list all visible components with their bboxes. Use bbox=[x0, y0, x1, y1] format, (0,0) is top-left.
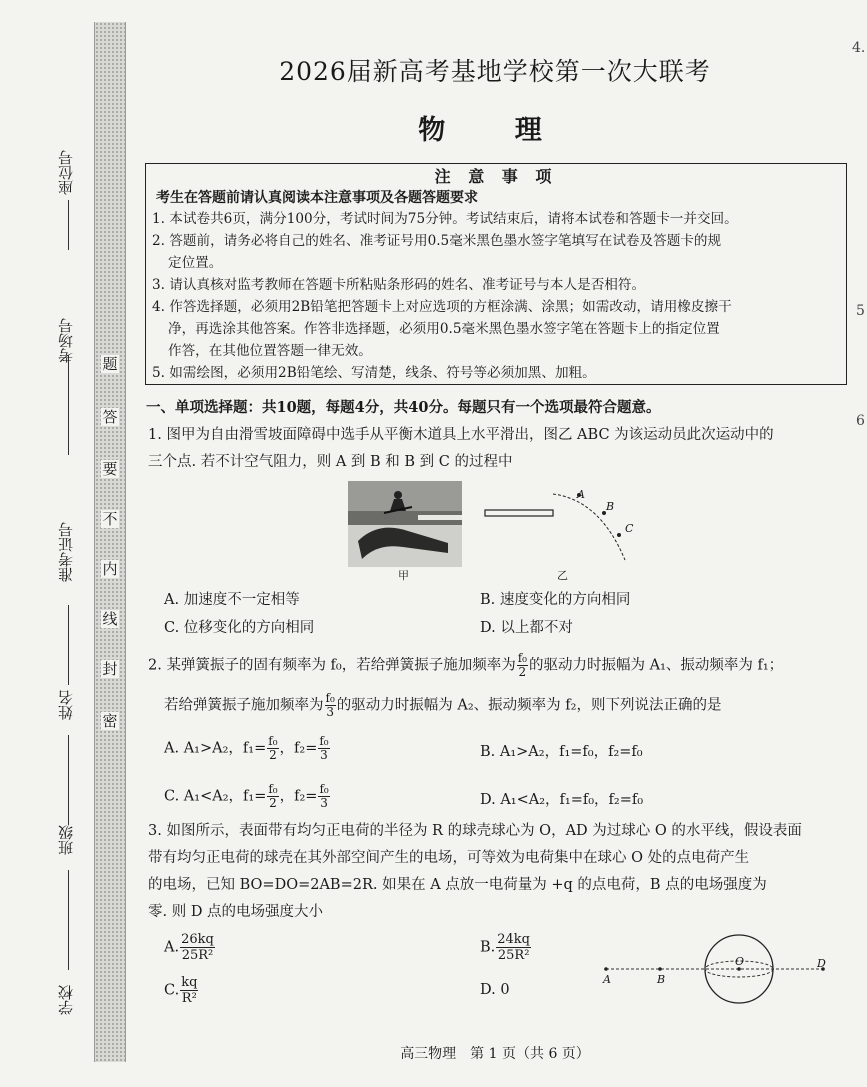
option-c: C. 位移变化的方向相同 bbox=[164, 620, 315, 636]
figure-caption-a: 甲 bbox=[398, 569, 409, 582]
fill-line bbox=[68, 870, 69, 970]
point-label: B bbox=[606, 500, 615, 513]
option-b: B. 速度变化的方向相同 bbox=[480, 592, 631, 608]
notice-item-cont: 净，再选涂其他答案。作答非选择题，必须用0.5毫米黑色墨水签字笔在答题卡上的指定位置 bbox=[168, 321, 720, 337]
notice-item: 4. 作答选择题，必须用2B铅笔把答题卡上对应选项的方框涂满、涂黑；如需改动，请用橡皮擦干 bbox=[152, 299, 732, 315]
notice-item-cont: 定位置。 bbox=[168, 255, 223, 271]
option-a: A. 加速度不一定相等 bbox=[164, 592, 300, 608]
label-exam-id: 准考证号 bbox=[57, 522, 75, 582]
sphere-figure bbox=[598, 928, 833, 1018]
seal-char: 线 bbox=[102, 610, 118, 628]
exam-title: 2026届新高考基地学校第一次大联考 bbox=[279, 57, 711, 86]
question-1-line: 1. 图甲为自由滑雪坡面障碍中选手从平衡木道具上水平滑出，图乙 ABC 为该运动员此次运动中的 bbox=[148, 427, 774, 443]
question-3-line: 3. 如图所示，表面带有均匀正电荷的半径为 R 的球壳球心为 O，AD 为过球心 O 的水平线，假设表面 bbox=[148, 823, 802, 839]
fill-line bbox=[68, 355, 69, 455]
notice-item: 2. 答题前，请务必将自己的姓名、准考证号用0.5毫米黑色墨水签字笔填写在试卷及答题卡的规 bbox=[152, 233, 722, 249]
label-class: 班级 bbox=[57, 825, 75, 855]
notice-item: 3. 请认真核对监考教师在答题卡所粘贴条形码的姓名、准考证号与本人是否相符。 bbox=[152, 277, 646, 293]
seal-char: 密 bbox=[102, 712, 118, 730]
option-d: D. 以上都不对 bbox=[480, 620, 573, 636]
section-heading: 一、单项选择题：共10题，每题4分，共40分。每题只有一个选项最符合题意。 bbox=[146, 399, 661, 416]
seal-char: 题 bbox=[102, 355, 118, 373]
fraction: $\frac{\text{f₀}}{2}$ bbox=[517, 651, 527, 679]
option-d: D. A₁<A₂，f₁=f₀，f₂=f₀ bbox=[480, 792, 644, 808]
notice-item-cont: 作答，在其他位置答题一律无效。 bbox=[168, 343, 372, 359]
question-3 bbox=[148, 818, 848, 926]
question-3-line: 零. 则 D 点的电场强度大小 bbox=[148, 904, 324, 920]
label-room-number: 考场号 bbox=[57, 318, 75, 363]
option-c: C. A₁<A₂，f₁= $\frac{\text{f₀}}{2}$ ，f₂= $\frac{\text{f₀}}{3}$ bbox=[164, 782, 329, 810]
question-1 bbox=[148, 422, 848, 476]
point-label: D bbox=[817, 957, 826, 970]
question-3-line: 的电场，已知 BO=DO=2AB=2R. 如果在 A 点放一电荷量为 +q 的点电荷，B 点的电场强度为 bbox=[148, 877, 767, 893]
seal-char: 封 bbox=[102, 660, 118, 678]
question-3-line: 带有均匀正电荷的球壳在其外部空间产生的电场，可等效为电荷集中在球心 O 处的点电荷产生 bbox=[148, 850, 750, 866]
binding-strip bbox=[94, 22, 126, 1062]
fill-line bbox=[68, 605, 69, 685]
label-seat-number: 座位号 bbox=[57, 150, 75, 195]
notice-item: 1. 本试卷共6页，满分100分，考试时间为75分钟。考试结束后，请将本试卷和答题卡一并交回。 bbox=[152, 211, 738, 227]
seal-char: 答 bbox=[102, 408, 118, 426]
notice-item: 5. 如需绘图，必须用2B铅笔绘、写清楚，线条、符号等必须加黑、加粗。 bbox=[152, 365, 596, 381]
notice-title: 注 意 事 项 bbox=[434, 167, 558, 186]
notice-box bbox=[145, 163, 847, 385]
option-d: D. 0 bbox=[480, 982, 510, 998]
option-c: C. $\frac{kq}{\text{R²}}$ bbox=[164, 975, 198, 1006]
seal-char: 要 bbox=[102, 460, 118, 478]
notice-subtitle: 考生在答题前请认真阅读本注意事项及各题答题要求 bbox=[156, 190, 478, 206]
page-footer: 高三物理 第 1 页（共 6 页） bbox=[400, 1046, 590, 1062]
option-a: A. $\frac{26kq}{\text{25R²}}$ bbox=[164, 932, 214, 963]
label-name: 姓名 bbox=[57, 690, 75, 720]
seal-char: 不 bbox=[102, 510, 118, 528]
question-2-line2: 若给弹簧振子施加频率为 $\frac{\text{f₀}}{3}$ 的驱动力时振幅为 A₂、振动频率为 f₂，则下列说法正确的是 bbox=[164, 691, 722, 719]
ski-photo bbox=[348, 481, 462, 567]
subject-title: 物 理 bbox=[418, 115, 572, 146]
point-label: A bbox=[577, 488, 585, 501]
point-label: C bbox=[625, 522, 634, 535]
edge-number: 4. bbox=[852, 40, 866, 56]
edge-number: 5 bbox=[856, 303, 865, 319]
fraction: $\frac{\text{f₀}}{3}$ bbox=[325, 691, 335, 719]
option-b: B. $\frac{24kq}{\text{25R²}}$ bbox=[480, 932, 531, 963]
trajectory-figure bbox=[480, 480, 640, 580]
edge-number: 6 bbox=[856, 413, 865, 429]
question-1-line: 三个点. 若不计空气阻力，则 A 到 B 和 B 到 C 的过程中 bbox=[148, 454, 513, 470]
figure-caption-b: 乙 bbox=[557, 569, 568, 582]
fill-line bbox=[68, 200, 69, 250]
label-school: 学校 bbox=[57, 985, 75, 1015]
point-label: A bbox=[603, 973, 611, 986]
fill-line bbox=[68, 735, 69, 825]
option-a: A. A₁>A₂，f₁= $\frac{\text{f₀}}{2}$ ，f₂= $\frac{\text{f₀}}{3}$ bbox=[164, 734, 329, 762]
point-label: B bbox=[657, 973, 666, 986]
question-2-line1: 2. 某弹簧振子的固有频率为 f₀，若给弹簧振子施加频率为 $\frac{\text{f₀}}{2}$ 的驱动力时振幅为 A₁、振动频率为 f₁； bbox=[148, 651, 784, 679]
point-label: O bbox=[735, 955, 745, 968]
option-b: B. A₁>A₂，f₁=f₀，f₂=f₀ bbox=[480, 744, 643, 760]
seal-char: 内 bbox=[102, 560, 118, 578]
